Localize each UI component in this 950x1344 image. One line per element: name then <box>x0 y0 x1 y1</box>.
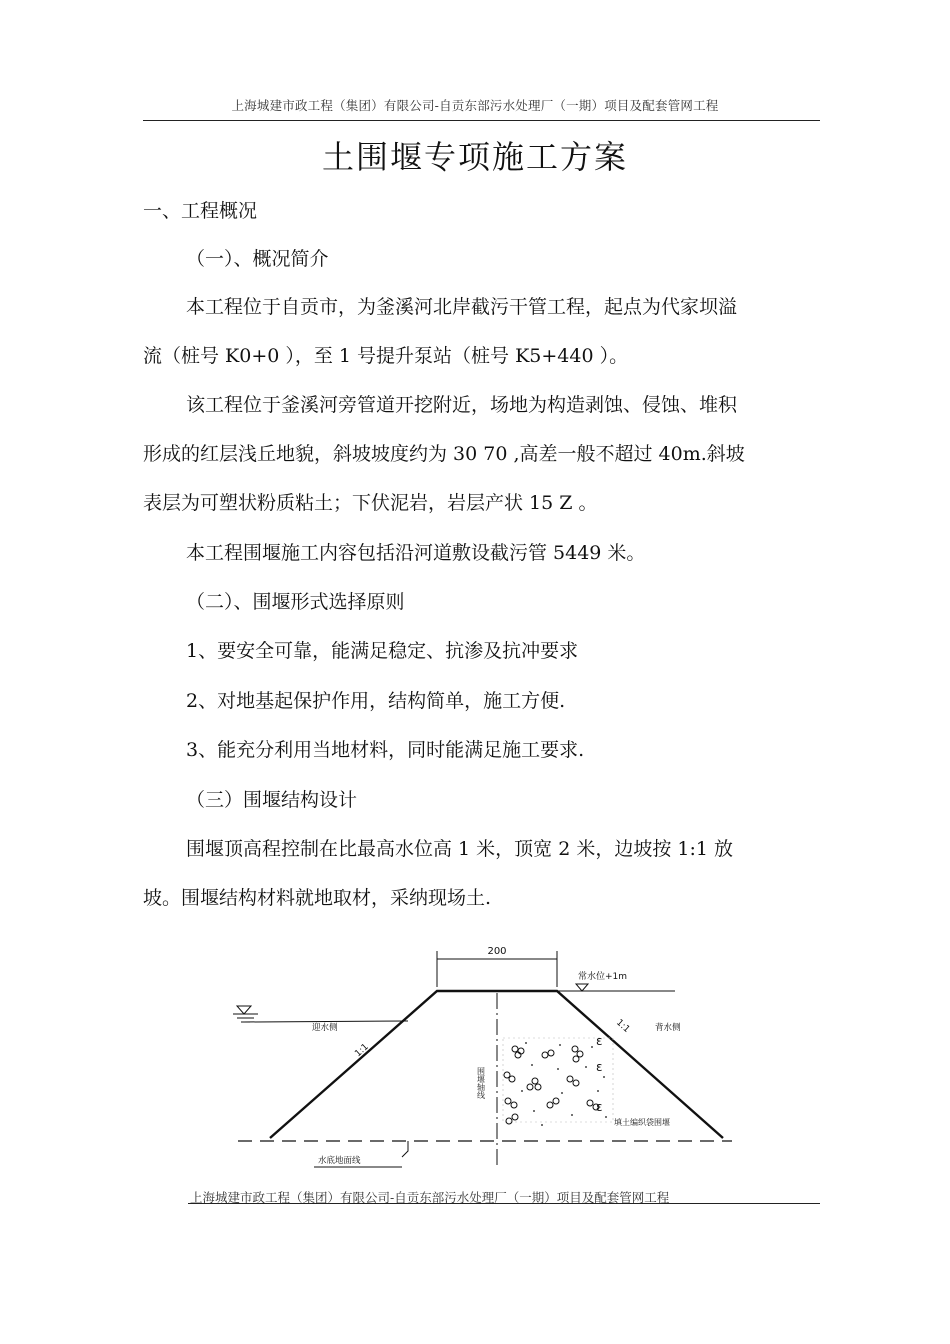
left-slope-ratio: 1:1 <box>353 1042 371 1060</box>
paragraph-1-line-1: 本工程位于自贡市，为釜溪河北岸截污干管工程，起点为代家坝溢 <box>186 296 738 318</box>
paragraph-3: 本工程围堰施工内容包括沿河道敷设截污管 5449 米。 <box>186 542 646 564</box>
subsection-heading-3: （三）围堰结构设计 <box>186 789 358 811</box>
upstream-water-line <box>244 1021 408 1022</box>
width-dimension-label: 200 <box>487 946 507 957</box>
paragraph-2-line-3: 表层为可塑状粉质粘土；下伏泥岩，岩层产状 15 Z 。 <box>143 492 598 514</box>
right-slope-ratio: 1:1 <box>613 1017 632 1035</box>
footer-rule <box>188 1203 820 1204</box>
document-title: 土围堰专项施工方案 <box>321 138 628 176</box>
list-item-2: 2、对地基起保护作用，结构简单，施工方便. <box>186 690 566 712</box>
downstream-side-label: 背水侧 <box>655 1023 681 1033</box>
stone-symbol-ring-2: ε <box>596 1060 603 1074</box>
paragraph-1-line-2: 流（桩号 K0+0 ），至 1 号提升泵站（桩号 K5+440 ）。 <box>143 345 629 367</box>
paragraph-2-line-1: 该工程位于釜溪河旁管道开挖附近，场地为构造剥蚀、侵蚀、堆积 <box>186 394 738 416</box>
water-level-marker-left <box>237 1006 251 1014</box>
section-heading-1: 一、工程概况 <box>143 200 258 222</box>
list-item-3: 3、能充分利用当地材料，同时能满足施工要求. <box>186 739 585 761</box>
cofferdam-cross-section-diagram <box>220 935 740 1195</box>
header-rule <box>143 120 820 121</box>
paragraph-2-line-2: 形成的红层浅丘地貌，斜坡坡度约为 30 70 ,高差一般不超过 40m.斜坡 <box>143 443 745 465</box>
page-header: 上海城建市政工程（集团）有限公司-自贡东部污水处理厂（一期）项目及配套管网工程 <box>231 98 719 113</box>
axis-label: 围堰轴线 <box>476 1067 486 1099</box>
subsection-heading-2: （二）、围堰形式选择原则 <box>186 591 405 613</box>
subsection-heading-1: （一）、概况简介 <box>186 248 329 270</box>
list-item-1: 1、要安全可靠，能满足稳定、抗渗及抗冲要求 <box>186 640 579 662</box>
paragraph-4-line-2: 坡。围堰结构材料就地取材，采纳现场土. <box>143 887 492 909</box>
riverbed-line-label: 水底地面线 <box>318 1156 361 1166</box>
stone-symbols <box>504 1046 599 1124</box>
upstream-side-label: 迎水侧 <box>312 1023 338 1033</box>
page-footer: 上海城建市政工程（集团）有限公司-自贡东部污水处理厂（一期）项目及配套管网工程 <box>190 1190 670 1205</box>
water-level-label: 常水位+1m <box>578 972 628 982</box>
stone-symbol-ring-3: ε <box>596 1100 603 1114</box>
fill-material-label: 填土编织袋围堰 <box>614 1118 670 1127</box>
stone-symbol-ring-1: ε <box>596 1034 603 1048</box>
water-level-marker-right <box>576 984 588 991</box>
paragraph-4-line-1: 围堰顶高程控制在比最高水位高 1 米，顶宽 2 米，边坡按 1:1 放 <box>186 838 733 860</box>
bottom-label-leader <box>402 1141 408 1157</box>
